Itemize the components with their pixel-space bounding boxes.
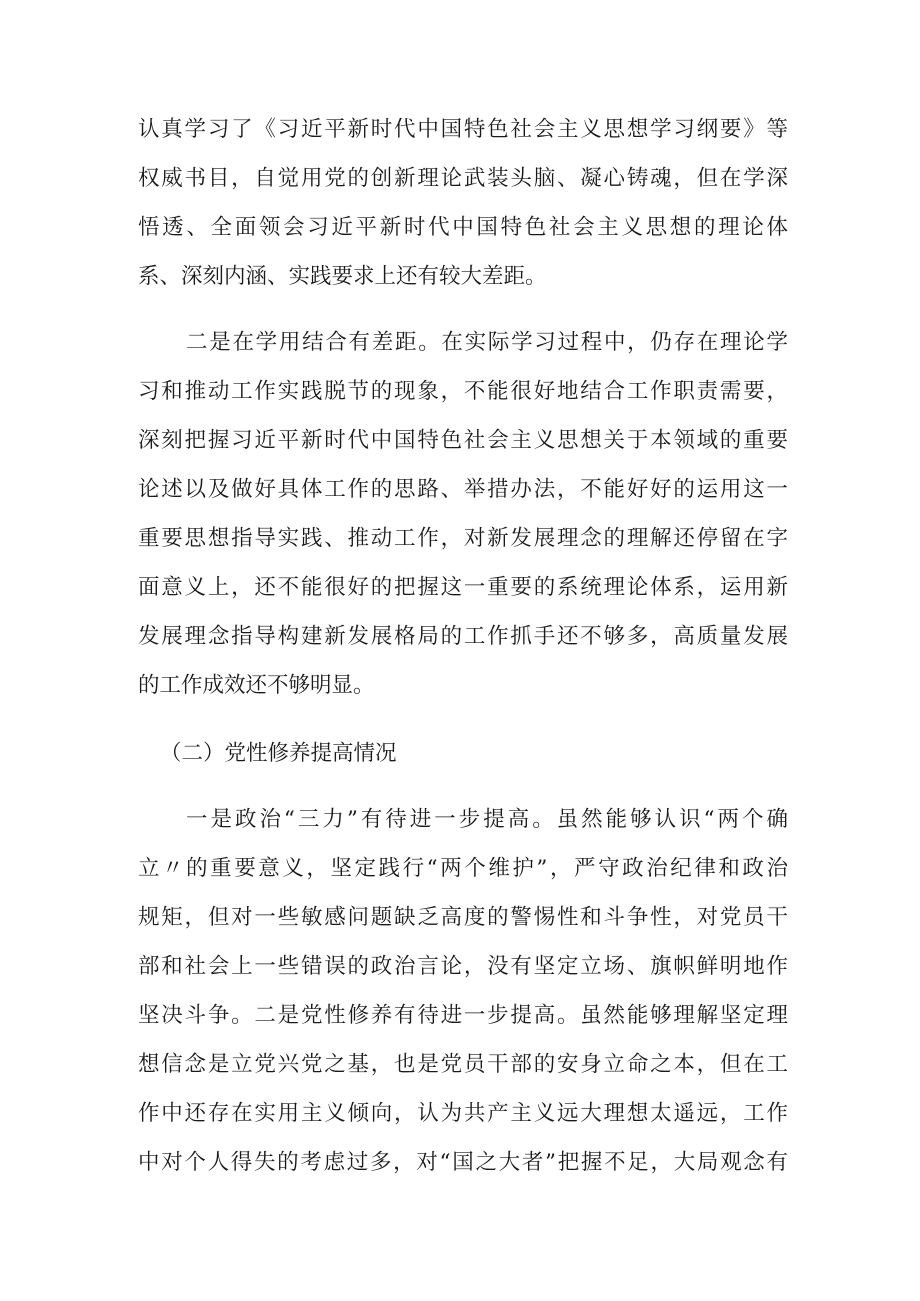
text-line: 作中还存在实用主义倾向，认为共产主义远大理想太遥远，工作: [138, 1101, 788, 1126]
text-line: 二是在学用结合有差距。在实际学习过程中，仍存在理论学: [186, 330, 788, 355]
text-line: 发展理念指导构建新发展格局的工作抓手还不够多，高质量发展: [138, 624, 788, 649]
text-line: 深刻把握习近平新时代中国特色社会主义思想关于本领域的重要: [138, 428, 788, 453]
text-line: 习和推动工作实践脱节的现象，不能很好地结合工作职责需要，: [138, 379, 788, 404]
text-line: 想信念是立党兴党之基，也是党员干部的安身立命之本，但在工: [138, 1052, 788, 1077]
text-line: 系、深刻内涵、实践要求上还有较大差距。: [138, 264, 547, 289]
text-line: 论述以及做好具体工作的思路、举措办法，不能好好的运用这一: [138, 477, 788, 502]
text-line: 规矩，但对一些敏感问题缺乏高度的警惕性和斗争性，对党员干: [138, 905, 788, 930]
text-line: 权威书目，自觉用党的创新理论武装头脑、凝心铸魂，但在学深: [138, 166, 788, 191]
text-line: 坚决斗争。二是党性修养有待进一步提高。虽然能够理解坚定理: [138, 1003, 788, 1028]
text-line: 一是政治“三力”有待进一步提高。虽然能够认识“两个确: [186, 807, 788, 832]
text-line: 面意义上，还不能很好的把握这一重要的系统理论体系，运用新: [138, 575, 788, 600]
text-line: 中对个人得失的考虑过多，对“国之大者”把握不足，大局观念有: [138, 1150, 788, 1175]
section-heading: （二）党性修养提高情况: [160, 741, 397, 766]
text-line: 认真学习了《习近平新时代中国特色社会主义思想学习纲要》等: [138, 117, 788, 142]
text-line: 部和社会上一些错误的政治言论，没有坚定立场、旗帜鲜明地作: [138, 954, 788, 979]
text-line: 立〃的重要意义，坚定践行“两个维护”，严守政治纪律和政治: [138, 856, 788, 881]
text-line: 的工作成效还不够明显。: [138, 673, 375, 698]
text-line: 悟透、全面领会习近平新时代中国特色社会主义思想的理论体: [138, 215, 788, 240]
text-line: 重要思想指导实践、推动工作，对新发展理念的理解还停留在字: [138, 526, 788, 551]
